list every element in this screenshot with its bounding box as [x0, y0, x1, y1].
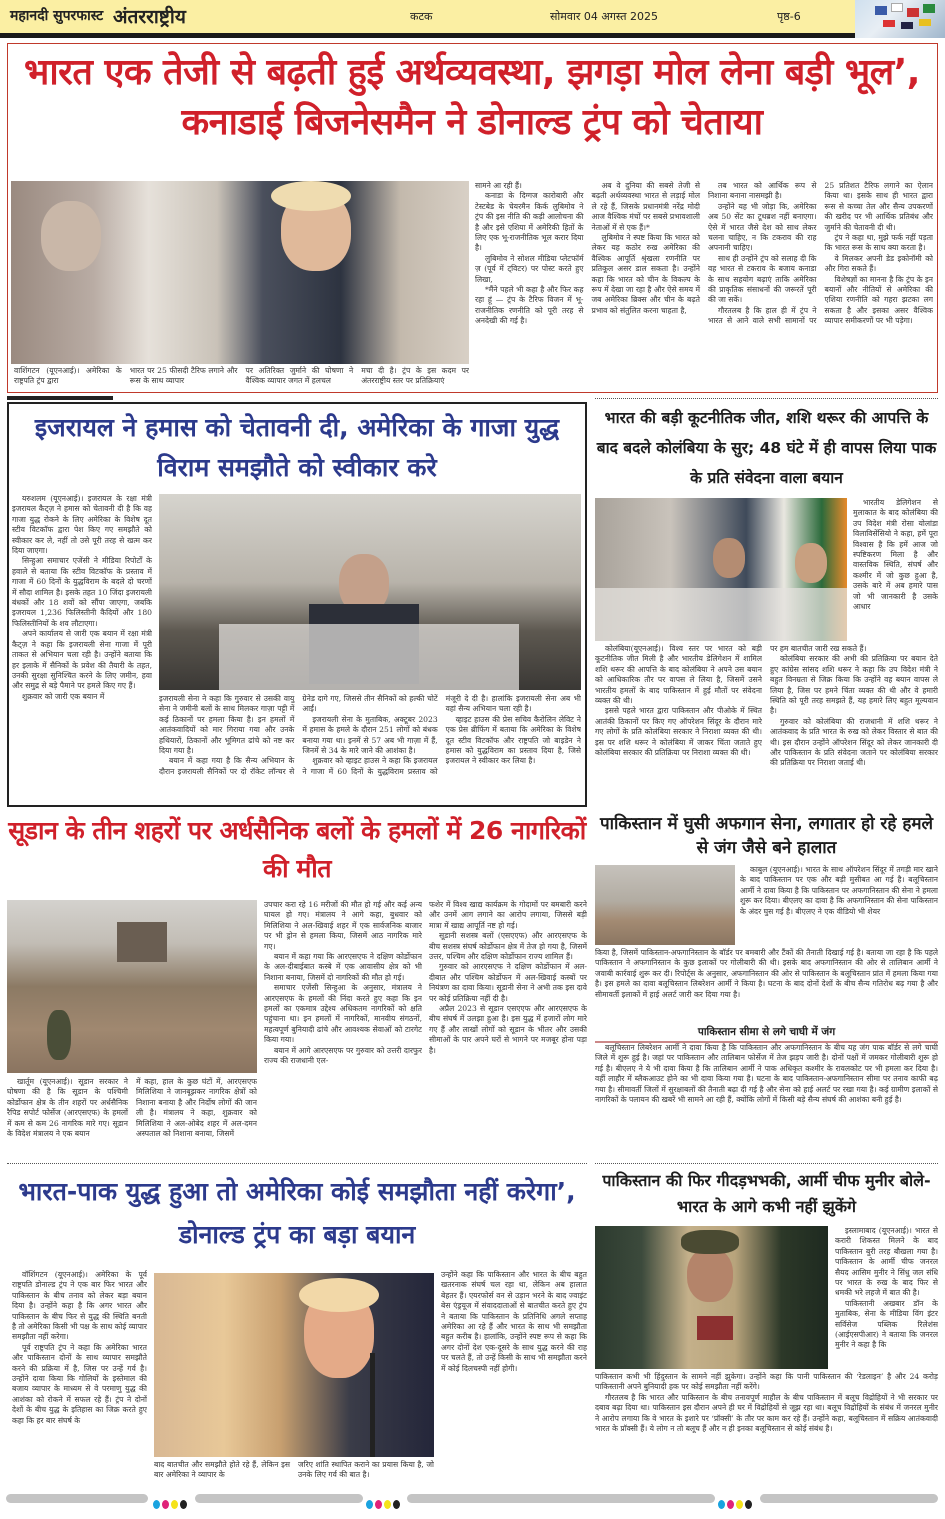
- story-colombia-tharoor-side: भारतीय डेलिगेशन से मुलाकात के बाद कोलंबिया की उप विदेश मंत्री रोसा योलांडा विलाविसेंसियो ने कहा, हमें पूरा विश्वास है कि हमें आज जो स्पष्टिकरण मिला है और वास्तविक स्थिति, संघर्ष और कश्मीर में जो कुछ हुआ है, उसके बारे में अब हमारे पास जो भी जानकारी है उसके आधार: [853, 498, 938, 612]
- intro-col: भारत पर 25 फीसदी टैरिफ लगाने और रूस के साथ व्यापार: [129, 366, 238, 386]
- story-trump-indopak-headline: भारत-पाक युद्ध हुआ तो अमेरिका कोई समझौता नहीं करेगा’, डोनाल्ड ट्रंप का बड़ा बयान: [18, 1177, 576, 1249]
- story-trump-indopak: [7, 1170, 587, 1490]
- date-label: सोमवार 04 अगस्त 2025: [550, 10, 658, 23]
- cmyk-dot-black: [180, 1500, 187, 1509]
- story-sudan-col1: [264, 900, 422, 1160]
- story-sudan-intro: [7, 1077, 257, 1159]
- paragraph: उपचार करा रहे 16 मरीजों की मौत हो गई और कई अन्य घायल हो गए। मंत्रालय ने आगे कहा, बुधवार को मिलिशिया ने अल-खिवाई शहर में एक सार्वजनिक बाजार पर भी ड्रोन से हमला किया, जिसमें आठ नागरिक मारे गए।: [264, 900, 422, 951]
- cmyk-marks: [366, 1494, 402, 1513]
- paragraph: इजरायली सेना ने कहा कि गुरुवार से उसकी वायु सेना ने जमीनी बलों के साथ मिलकर गाज़ा पट्टी में कई ठिकानों पर हमला किया है। इन हमलों में आतंकवादियों को मार गिराया गया और उनके हथियारों, ठिकानों और भूमिगत ढांचे को नष्ट कर दिया गया है।: [159, 694, 295, 756]
- paragraph: लुबिमोव ने सोशल मीडिया प्लेटफॉर्म ज़ (पूर्व में ट्विटर) पर पोस्ट करते हुए लिखा,: [475, 253, 584, 284]
- cmyk-dot-yellow: [171, 1500, 178, 1509]
- paragraph: व्हाइट हाउस की प्रेस सचिव कैरोलिन लेविट ने एक प्रेस ब्रीफिंग में बताया कि अमेरिका के विशेष दूत स्टीव विटकॉफ और राष्ट्रपति जो बाइडेन ने हमास को युद्धविराम का प्रस्ताव दिया है, जिसे इजरायल ने स्वीकार कर लिया है।: [445, 714, 581, 766]
- intro-col: में कहा, हाल के कुछ घंटों में, आरएसएफ मिलिशिया ने जानबूझकर नागरिक क्षेत्रों को निशाना बनाया है और निर्दोष लोगों की जान ली है। मंत्रालय ने कहा, शुक्रवार को मिलिशिया ने अल-ओबेद शहर में अल-दमन अस्पताल को निशाना बनाया, जिसमें: [136, 1077, 257, 1139]
- paragraph: इजरायली सेना के मुताबिक, अक्टूबर 2023 में हमास के हमले के दौरान 251 लोगों को बंधक बनाया गया था। इनमें से 57 अब भी गाज़ा में हैं, जिनमें से 34 के मारे जाने की आशंका है।: [302, 714, 438, 756]
- story-afghan-pak: [595, 812, 938, 1162]
- paragraph: शुक्रवार को व्हाइट हाउस ने कहा कि इजरायल ने गाजा में 60 दिनों के युद्धविराम प्रस्ताव को मंजूरी दे दी है। हालांकि इजरायली सेना अब भी वहां सैन्य अभियान चला रही है।: [302, 694, 581, 776]
- paragraph: ट्रंप ने कहा था, मुझे फर्क नहीं पड़ता कि भारत रूस के साथ क्या करता है।: [824, 233, 933, 253]
- story-afghan-pak-headline: पाकिस्तान में घुसी अफगान सेना, लगातार हो रहे हमले से जंग जैसे बने हालात: [599, 814, 934, 858]
- paragraph: बयान में कहा गया कि आरएसएफ ने दक्षिण कोर्डोफान के अल-दीबाईबात कस्बे में एक आवासीय क्षेत्र को भी निशाना बनाया, जिसमें दो नागरिकों की मौत हो गई।: [264, 952, 422, 982]
- paragraph: कोलंबिया सरकार की अभी की प्रतिक्रिया पर बयान देते हुए कांग्रेस सांसद शशि थरूर ने कहा कि उप विदेश मंत्री ने बहुत विनम्रता से जिक्र किया कि उन्होंने वह बयान वापस ले लिया है, जिस पर हमने चिंता व्यक्त की थी और वे हमारी स्थिति को पूरी तरह समझते हैं, यह हमारे लिए बहुत मूल्यवान है।: [770, 654, 938, 716]
- paragraph: तब भारत को आर्थिक रूप से निशाना बनाना नासमझी है।: [708, 181, 817, 201]
- paragraph: यरुशलम (यूएनआई)। इजरायल के रक्षा मंत्री इजरायल कैट्ज़ ने हमास को चेतावनी दी है कि वह गाजा युद्ध रोकने के लिए अमेरिका के विशेष दूत स्टीव विटकॉफ द्वारा पेश किए गए समझौते को स्वीकार कर ले, नहीं तो उसे पूरी तरह से खत्म कर दिया जाएगा।: [12, 494, 152, 556]
- section-name: अंतरराष्ट्रीय: [113, 6, 186, 28]
- story-israel-hamas: [7, 402, 587, 807]
- paragraph: लुबिमोव ने स्पष्ट किया कि भारत को लेकर यह कठोर रुख अमेरिका की वैश्विक आपूर्ति श्रृंखला रणनीति पर प्रतिकूल असर डाल सकता है। उन्होंने कहा कि भारत को चीन के विकल्प के रूप में देखा जा रहा है और ऐसे समय में जब अमेरिका ब्रिक्स और चीन के बढ़ते प्रभाव को संतुलित करना चाहता है,: [591, 233, 700, 315]
- paragraph: वे मिलकर अपनी डेड इकोनॉमी को और गिरा सकते हैं।: [824, 253, 933, 274]
- story-afghan-pak-full: किया है, जिसमें पाकिस्तान-अफगानिस्तान के बॉर्डर पर बमबारी और टैंकों की तैनाती दिखाई गई है। बताया जा रहा है कि पहले पाकिस्तान ने अफगानिस्तान के कुछ इलाकों पर गोलीबारी की थी। इसके बाद अफगानिस्तान की ओर से तालिबान आर्मी ने जवाबी कार्रवाई शुरू कर दी। रिपोर्ट्स के अनुसार, अफगानिस्तान की ओर से पाकिस्तान के बलूचिस्तान प्रांत में हमला किया गया है। इस हमले का दावा बलूचिस्तान लिबरेशन आर्मी ने किया है। घटना के बाद दोनों देशों के बीच सैन्य गतिरोध बढ़ गया है और सीमावर्ती इलाकों में हाई अलर्ट जारी कर दिया गया है।: [595, 948, 938, 999]
- story-israel-hamas-bottom: [159, 694, 581, 800]
- story-israel-hamas-headline: इजरायल ने हमास को चेतावनी दी, अमेरिका के गाजा युद्ध विराम समझौते को स्वीकार करे: [34, 413, 560, 482]
- story-munir-headline: पाकिस्तान की फिर गीदड़भभकी, आर्मी चीफ मुनीर बोले- भारत के आगे कभी नहीं झुकेंगे: [602, 1171, 931, 1216]
- paragraph: अप्रैल 2023 से सूडान एसएएफ और आरएसएफ के बीच संघर्ष में उलझा हुआ है। इस युद्ध में हजारों लोग मारे गए हैं और लाखों लोगों को सूडान के भीतर और उसकी सीमाओं के पार अपने घरों से भागने पर मजबूर होना पड़ा है।: [429, 1004, 587, 1055]
- intro-col: मचा दी है। ट्रंप के इस कदम पर अंतरराष्ट्रीय स्तर पर प्रतिक्रियाएं: [361, 366, 469, 386]
- paragraph: विशेषज्ञों का मानना है कि ट्रंप के इन बयानों और नीतियों से अमेरिका की एशिया रणनीति को गहरा झटका लग सकता है और इसका असर वैश्विक व्यापार समीकरणों पर भी पड़ेगा।: [824, 274, 933, 326]
- story-afghan-pak-sub-text: बलूचिस्तान लिबरेशन आर्मी ने दावा किया है कि पाकिस्तान और अफगानिस्तान के बीच यह जंग पाक बॉर्डर से लगे चाघी जिले में शुरू हुई है। जहां पर पाकिस्तान और तालिबान फोर्सेज में तेज झड़प जारी है। दोनों पक्षों में जमकर गोलीबारी शुरू हो गई है। बीएलए ने ये भी दावा किया है कि तालिबान आर्मी ने पाक अधिकृत कश्मीर के रावलकोट पर भी हमला कर दिया है। वहीं लाहौर में ब्लैकआउट होने का भी दावा किया गया है। घटना के बाद पाकिस्तान-अफगानिस्तान सीमा पर तनाव काफी बढ़ गया है। सीमावर्ती जिलों में सुरक्षाबलों की तैनाती बढ़ा दी गई है और सेना को हाई अलर्ट पर रखा गया है। कई ग्रामीण इलाकों से नागरिकों के पलायन की खबरें भी सामने आ रही हैं, क्योंकि लोगों में किसी बड़े सैन्य संघर्ष की आशंका बनी हुई है।: [595, 1043, 938, 1105]
- cmyk-dot-cyan: [153, 1500, 160, 1509]
- story-colombia-tharoor-col1: [595, 644, 762, 808]
- cmyk-dot-yellow: [384, 1500, 391, 1509]
- intro-col: वाशिंगटन (यूएनआई)। अमेरिका के राष्ट्रपति ट्रंप द्वारा: [14, 366, 122, 386]
- story-sudan-col2: [429, 900, 587, 1160]
- paragraph: सामने आ रही हैं।: [475, 181, 522, 190]
- cmyk-dot-cyan: [718, 1500, 725, 1509]
- paragraph: कोलंबिया(यूएनआई)। विश्व स्तर पर भारत को बड़ी कूटनीतिक जीत मिली है और भारतीय डेलिगेशन में शामिल शशि थरूर की आपत्ति के बाद कोलंबिया ने अपने उस बयान को आधिकारिक तौर पर वापस ले लिया है, जिसमें उसने भारतीय हमलों के बाद पाकिस्तान में हुई मौतों पर संवेदना व्यक्त की थी।: [595, 644, 762, 706]
- tharoor-press-photo: [595, 498, 847, 641]
- footer-pill: [195, 1494, 363, 1503]
- story-trump-tariff-body: [475, 181, 933, 389]
- paragraph: सिन्हुआ समाचार एजेंसी ने मीडिया रिपोर्टों के हवाले से बताया कि स्टीव विटकॉफ के प्रस्ताव में गाजा में 60 दिनों के युद्धविराम के बदले दो चरणों में सौदा शामिल है। इसके तहत 10 जिंदा इजरायली बंधकों और 18 शवों को सौंपा जाएगा, जबकि इजरायल 1,236 फिलिस्तीनी कैदियों और 180 फिलिस्तीनियों के शव लौटाएगा।: [12, 556, 152, 628]
- sudan-ruins-photo: [7, 900, 257, 1073]
- paragraph: अब वे दुनिया की सबसे तेजी से बढ़ती अर्थव्यवस्था भारत से लड़ाई मोल ले रहे हैं, जिसके प्रधानमंत्री नरेंद्र मोदी आज वैश्विक मंचों पर सबसे प्रभावशाली नेताओं में से एक हैं।*: [591, 181, 700, 232]
- story-trump-indopak-right-col: उन्होंने कहा कि पाकिस्तान और भारत के बीच बहुत खतरनाक संघर्ष चल रहा था, लेकिन अब हालात बेहतर हैं। एयरफोर्स वन से उड़ान भरने के बाद ज्वाइंट बेस एंड्रयूज में संवाददाताओं से बातचीत करते हुए ट्रंप ने बताया कि पाकिस्तान के प्रतिनिधि अगले सप्ताह अमेरिका आ रहे हैं और भारत के साथ भी समझौता बहुत करीब है। हालांकि, उन्होंने स्पष्ट रूप से कहा कि अगर दोनों देश एक-दूसरे के साथ युद्ध करने की राह पर चलते हैं, तो उन्हें किसी के साथ भी समझौता करने में कोई दिलचस्पी नहीं होगी।: [441, 1270, 587, 1373]
- story-munir-full: [595, 1372, 938, 1488]
- story-trump-indopak-under-image: [154, 1460, 434, 1488]
- page-number: पृष्ठ-6: [777, 10, 801, 23]
- paragraph: पूर्व राष्ट्रपति ट्रंप ने कहा कि अमेरिका भारत और पाकिस्तान दोनों के साथ व्यापार समझौते करने की प्रक्रिया में है, जिस पर उन्हें गर्व है। उन्होंने दावा किया कि गोलियों के इस्तेमाल की बजाय व्यापार के माध्यम से वे परमाणु युद्ध की आशंका को रोकने में सफल रहे हैं। ट्रंप ने दोनों देशों के बीच युद्ध के इतिहास का जिक्र करते हुए कहा कि हर बार संघर्ष के: [12, 1342, 147, 1425]
- cmyk-dot-magenta: [727, 1500, 734, 1509]
- story-afghan-pak-side: काबुल (यूएनआई)। भारत के साथ ऑपरेशन सिंदूर में तगड़ी मार खाने के बाद पाकिस्तान पर एक और बड़ी मुसीबत आ गई है। बलूचिस्तान आर्मी ने दावा किया है कि पाकिस्तान पर अफगानिस्तान की सेना ने हमला शुरू कर दिया। बीएलए का दावा है कि अफगानिस्तान की सेना पाकिस्तान के अंदर घुस गई है। बीएलए ने एक वीडियो भी शेयर: [740, 865, 938, 916]
- cmyk-dot-black: [745, 1500, 752, 1509]
- story-trump-tariff-headline: भारत एक तेजी से बढ़ती हुई अर्थव्यवस्था, झगड़ा मोल लेना बड़ी भूल’, कनाडाई बिजनेसमैन ने डोनाल्ड ट्रंप को चेताया: [24, 52, 920, 143]
- cmyk-marks: [718, 1494, 754, 1513]
- registration-bar: [0, 1493, 945, 1505]
- story-sudan: [7, 812, 587, 1162]
- divider: [595, 398, 938, 399]
- footer-pill: [407, 1494, 715, 1503]
- story-trump-tariff: [7, 43, 938, 393]
- story-israel-hamas-left-col: [12, 494, 152, 800]
- footer-pill: [760, 1494, 938, 1503]
- divider: [595, 1163, 938, 1164]
- story-afghan-pak-subheading: पाकिस्तान सीमा से लगे चाघी में जंग: [595, 1025, 938, 1043]
- divider: [7, 1163, 587, 1164]
- cmyk-dot-magenta: [375, 1500, 382, 1509]
- story-trump-indopak-left-col: [12, 1270, 147, 1519]
- paragraph: वॉशिंगटन (यूएनआई)। अमेरिका के पूर्व राष्ट्रपति डोनाल्ड ट्रंप ने एक बार फिर भारत और पाकिस्तान के बीच तनाव को लेकर बड़ा बयान दिया है। उन्होंने कहा है कि अगर भारत और पाकिस्तान के बीच फिर से युद्ध की स्थिति बनती है तो अमेरिका किसी भी पक्ष के साथ कोई व्यापार समझौता नहीं करेगा।: [12, 1270, 147, 1342]
- flags-image: [855, 0, 945, 38]
- story-munir-side: [835, 1226, 938, 1372]
- cmyk-dot-magenta: [162, 1500, 169, 1509]
- paragraph: फशेर में विश्व खाद्य कार्यक्रम के गोदामों पर बमबारी करने और उनमें आग लगाने का आरोप लगाया, जिससे बड़ी मात्रा में खाद्य आपूर्ति नष्ट हो गई।: [429, 900, 587, 930]
- paragraph: समाचार एजेंसी सिन्हुआ के अनुसार, मंत्रालय ने आरएसएफ के हमलों की निंदा करते हुए कहा कि इन हमलों का एकमात्र उद्देश्य अधिकतम नागरिकों को क्षति पहुंचाना था। इन हमलों में नागरिकों, मानवीय संगठनों, महत्वपूर्ण बुनियादी ढांचे और आवश्यक सेवाओं को टारगेट किया गया।: [264, 983, 422, 1045]
- paragraph: बयान में आगे आरएसएफ पर गुरुवार को उत्तरी दारफुर राज्य की राजधानी एल-: [264, 1045, 422, 1066]
- story-trump-tariff-intro: [14, 366, 469, 390]
- paragraph: पर हम बातचीत जारी रख सकते हैं।: [770, 644, 867, 653]
- paragraph: गुरुवार को कोलंबिया की राजधानी में शशि थरूर ने आतंकवाद के प्रति भारत के रुख को लेकर विस्तार से बात की थी। इस दौरान उन्होंने ऑपरेशन सिंदूर को लेकर जानकारी दी और पाकिस्तान के प्रति संवेदना जताने पर कोलंबिया सरकार की प्रतिक्रिया पर निराशा जताई थी।: [770, 716, 938, 768]
- paragraph: उन्होंने यह भी जोड़ा कि, अमेरिका अब 50 सेंट का टूथब्रश नहीं बनाएगा। ऐसे में भारत जैसे देश को साथ लेकर चलना चाहिए, न कि टकराव की राह अपनानी चाहिए।: [708, 201, 817, 253]
- intro-col: खार्तूम (यूएनआई)। सूडान सरकार ने घोषणा की है कि सूडान के पश्चिमी कोर्डोफान क्षेत्र के तीन शहरों पर अर्धसैनिक रैपिड सपोर्ट फोर्सेज (आरएसएफ) के हमलों में कम से कम 26 नागरिक मारे गए। सूडान के विदेश मंत्रालय ने एक बयान: [7, 1077, 128, 1139]
- masthead-bar: [0, 0, 945, 38]
- cmyk-dot-cyan: [366, 1500, 373, 1509]
- paragraph: इससे पहले भारत द्वारा पाकिस्तान और पीओके में स्थित आतंकी ठिकानों पर किए गए ऑपरेशन सिंदूर के दौरान मारे गए लोगों के प्रति कोलंबिया सरकार ने निराशा व्यक्त की थी। इस पर शशि थरूर ने कोलंबिया में जाकर चिंता जताते हुए कोलंबिया सरकार की प्रतिक्रिया पर निराशा व्यक्त की थी।: [595, 706, 762, 758]
- paragraph: गौरतलब है कि भारत और पाकिस्तान के बीच तनावपूर्ण माहौल के बीच पाकिस्तान में बलूच विद्रोहियों ने भी सरकार पर दबाव बढ़ा दिया था। पाकिस्तान इस दौरान अपने ही घर में विद्रोहियों से जूझ रहा था। बलूच विद्रोहियों के संबंध में जनरल मुनीर ने आरोप लगाया कि वे भारत के इशारे पर ‘प्रॉक्सी’ के तौर पर काम कर रहे हैं। उन्होंने कहा, बलूचिस्तान में सक्रिय आतंकवादी भारत के प्रॉक्सी हैं। ये लोग न तो बलूच हैं और न ही इनका बलूचिस्तान से कोई संबंध है।: [595, 1392, 938, 1434]
- israel-meeting-photo: [159, 494, 581, 690]
- afghan-border-photo: [595, 865, 735, 945]
- modi-trump-photo: [11, 181, 469, 364]
- story-colombia-tharoor-headline: भारत की बड़ी कूटनीतिक जीत, शशि थरूर की आपत्ति के बाद बदले कोलंबिया के सुर; 48 घंटे में ही वापस लिया पाक के प्रति संवेदना वाला बयान: [596, 409, 937, 487]
- paragraph: साथ ही उन्होंने ट्रंप को सलाह दी कि वह भारत से टकराव के बजाय कनाडा के साथ सहयोग बढ़ाएं ताकि अमेरिका की प्राकृतिक संसाधनों की जरूरतें पूरी की जा सकें।: [708, 253, 817, 305]
- cmyk-marks: [153, 1494, 189, 1513]
- munir-portrait-photo: [595, 1226, 828, 1369]
- story-munir: [595, 1168, 938, 1490]
- city-label: कटक: [410, 10, 433, 23]
- paragraph: अपने कार्यालय से जारी एक बयान में रक्षा मंत्री कैट्ज़ ने कहा कि इजरायली सेना गाजा में पूरी ताकत से अभियान चला रही है। उन्होंने बताया कि हर इलाके में सैनिकों के प्रवेश की तैयारी के तहत, उनकी सुरक्षा सुनिश्चित करने के लिए जमीन, हवा और समुद्र से बड़े पैमाने पर हमले किए गए हैं।: [12, 629, 152, 691]
- footer-pill: [6, 1494, 148, 1503]
- paragraph: पाकिस्तान कभी भी हिंदुस्तान के सामने नहीं झुकेगा। उन्होंने कहा कि पानी पाकिस्तान की ‘रेडलाइन’ है और 24 करोड़ पाकिस्तानी अपने बुनियादी हक पर कोई समझौता नहीं करेंगे।: [595, 1372, 938, 1392]
- paragraph: गुरुवार को आरएसएफ ने दक्षिण कोर्डोफान में अल-दीबात और पश्चिम कोर्डोफन में अल-खिवाई कस्बों पर नियंत्रण का दावा किया। सूडानी सेना ने अभी तक इस दावे पर कोई प्रतिक्रिया नहीं दी है।: [429, 962, 587, 1003]
- story-colombia-tharoor-col2: [770, 644, 938, 808]
- paragraph: पाकिस्तानी अखबार डॉन के मुताबिक, सेना के मीडिया विंग इंटर सर्विसेज पब्लिक रिलेशंस (आईएसपीआर) ने बताया कि जनरल मुनीर ने कहा है कि: [835, 1298, 938, 1350]
- cmyk-dot-black: [393, 1500, 400, 1509]
- paper-name: महानदी सुपरफास्ट: [10, 8, 104, 24]
- paragraph: बयान में कहा गया है कि सैन्य अभियान के दौरान इजरायली सैनिकों पर दो रॉकेट लॉन्चर से ग्रेनेड दागे गए, जिससे तीन सैनिकों को हल्की चोटें आईं।: [159, 694, 438, 776]
- paragraph: सूडानी सशस्त्र बलों (एसएएफ) और आरएसएफ के बीच सशस्त्र संघर्ष कोर्डोफान क्षेत्र में तेज हो गया है, जिसमें उत्तर, पश्चिम और दक्षिण कोर्डोफान राज्य शामिल हैं।: [429, 931, 587, 962]
- paragraph: इस्लामाबाद (यूएनआई)। भारत से करारी शिकस्त मिलने के बाद पाकिस्तान बुरी तरह बौखला गया है। पाकिस्तान के आर्मी चीफ जनरल सैयद आसिम मुनीर ने सिंधु जल संधि पर भारत के रुख के बाद फिर से धमकी भरे लहजे में बात की है।: [835, 1226, 938, 1298]
- intro-col: पर अतिरिक्त जुर्माने की घोषणा ने वैश्विक व्यापार जगत में हलचल: [245, 366, 354, 386]
- story-colombia-tharoor: [595, 403, 938, 808]
- under-image-col: जरिए शांति स्थापित कराने का प्रयास किया है, जो उनके लिए गर्व की बात है।: [298, 1460, 434, 1480]
- divider: [7, 396, 113, 400]
- story-sudan-headline: सूडान के तीन शहरों पर अर्धसैनिक बलों के हमलों में 26 नागरिकों की मौत: [8, 816, 586, 883]
- cmyk-dot-yellow: [736, 1500, 743, 1509]
- paragraph: कनाडा के दिग्गज कारोबारी और टेस्टबेड के चेयरमैन किर्क लुबिमोव ने ट्रंप की इस नीति की कड़ी आलोचना की है और इसे एशिया में अमेरिकी हितों के लिए एक भू-राजनीतिक भूल करार दिया है।: [475, 191, 584, 253]
- under-image-col: बाद बातचीत और समझौते होते रहे हैं, लेकिन इस बार अमेरिका ने व्यापार के: [154, 1460, 290, 1480]
- trump-speech-photo: [154, 1273, 434, 1457]
- paragraph: गौरतलब है कि हाल ही में ट्रंप ने भारत से आने वाले सभी सामानों पर 25 प्रतिशत टैरिफ लगाने का ऐलान किया था। इसके साथ ही भारत द्वारा रूस से कच्चा तेल और सैन्य उपकरणों की खरीद पर भी आर्थिक प्रतिबंध और जुर्माने की चेतावनी दी थी।: [708, 181, 933, 326]
- paragraph: *मैंने पहले भी कहा है और फिर कह रहा हूं — ट्रंप के टैरिफ विजन में भू-राजनीतिक रणनीति को पूरी तरह से अनदेखी की गई है।: [475, 285, 584, 326]
- paragraph: शुक्रवार को जारी एक बयान में: [22, 691, 105, 701]
